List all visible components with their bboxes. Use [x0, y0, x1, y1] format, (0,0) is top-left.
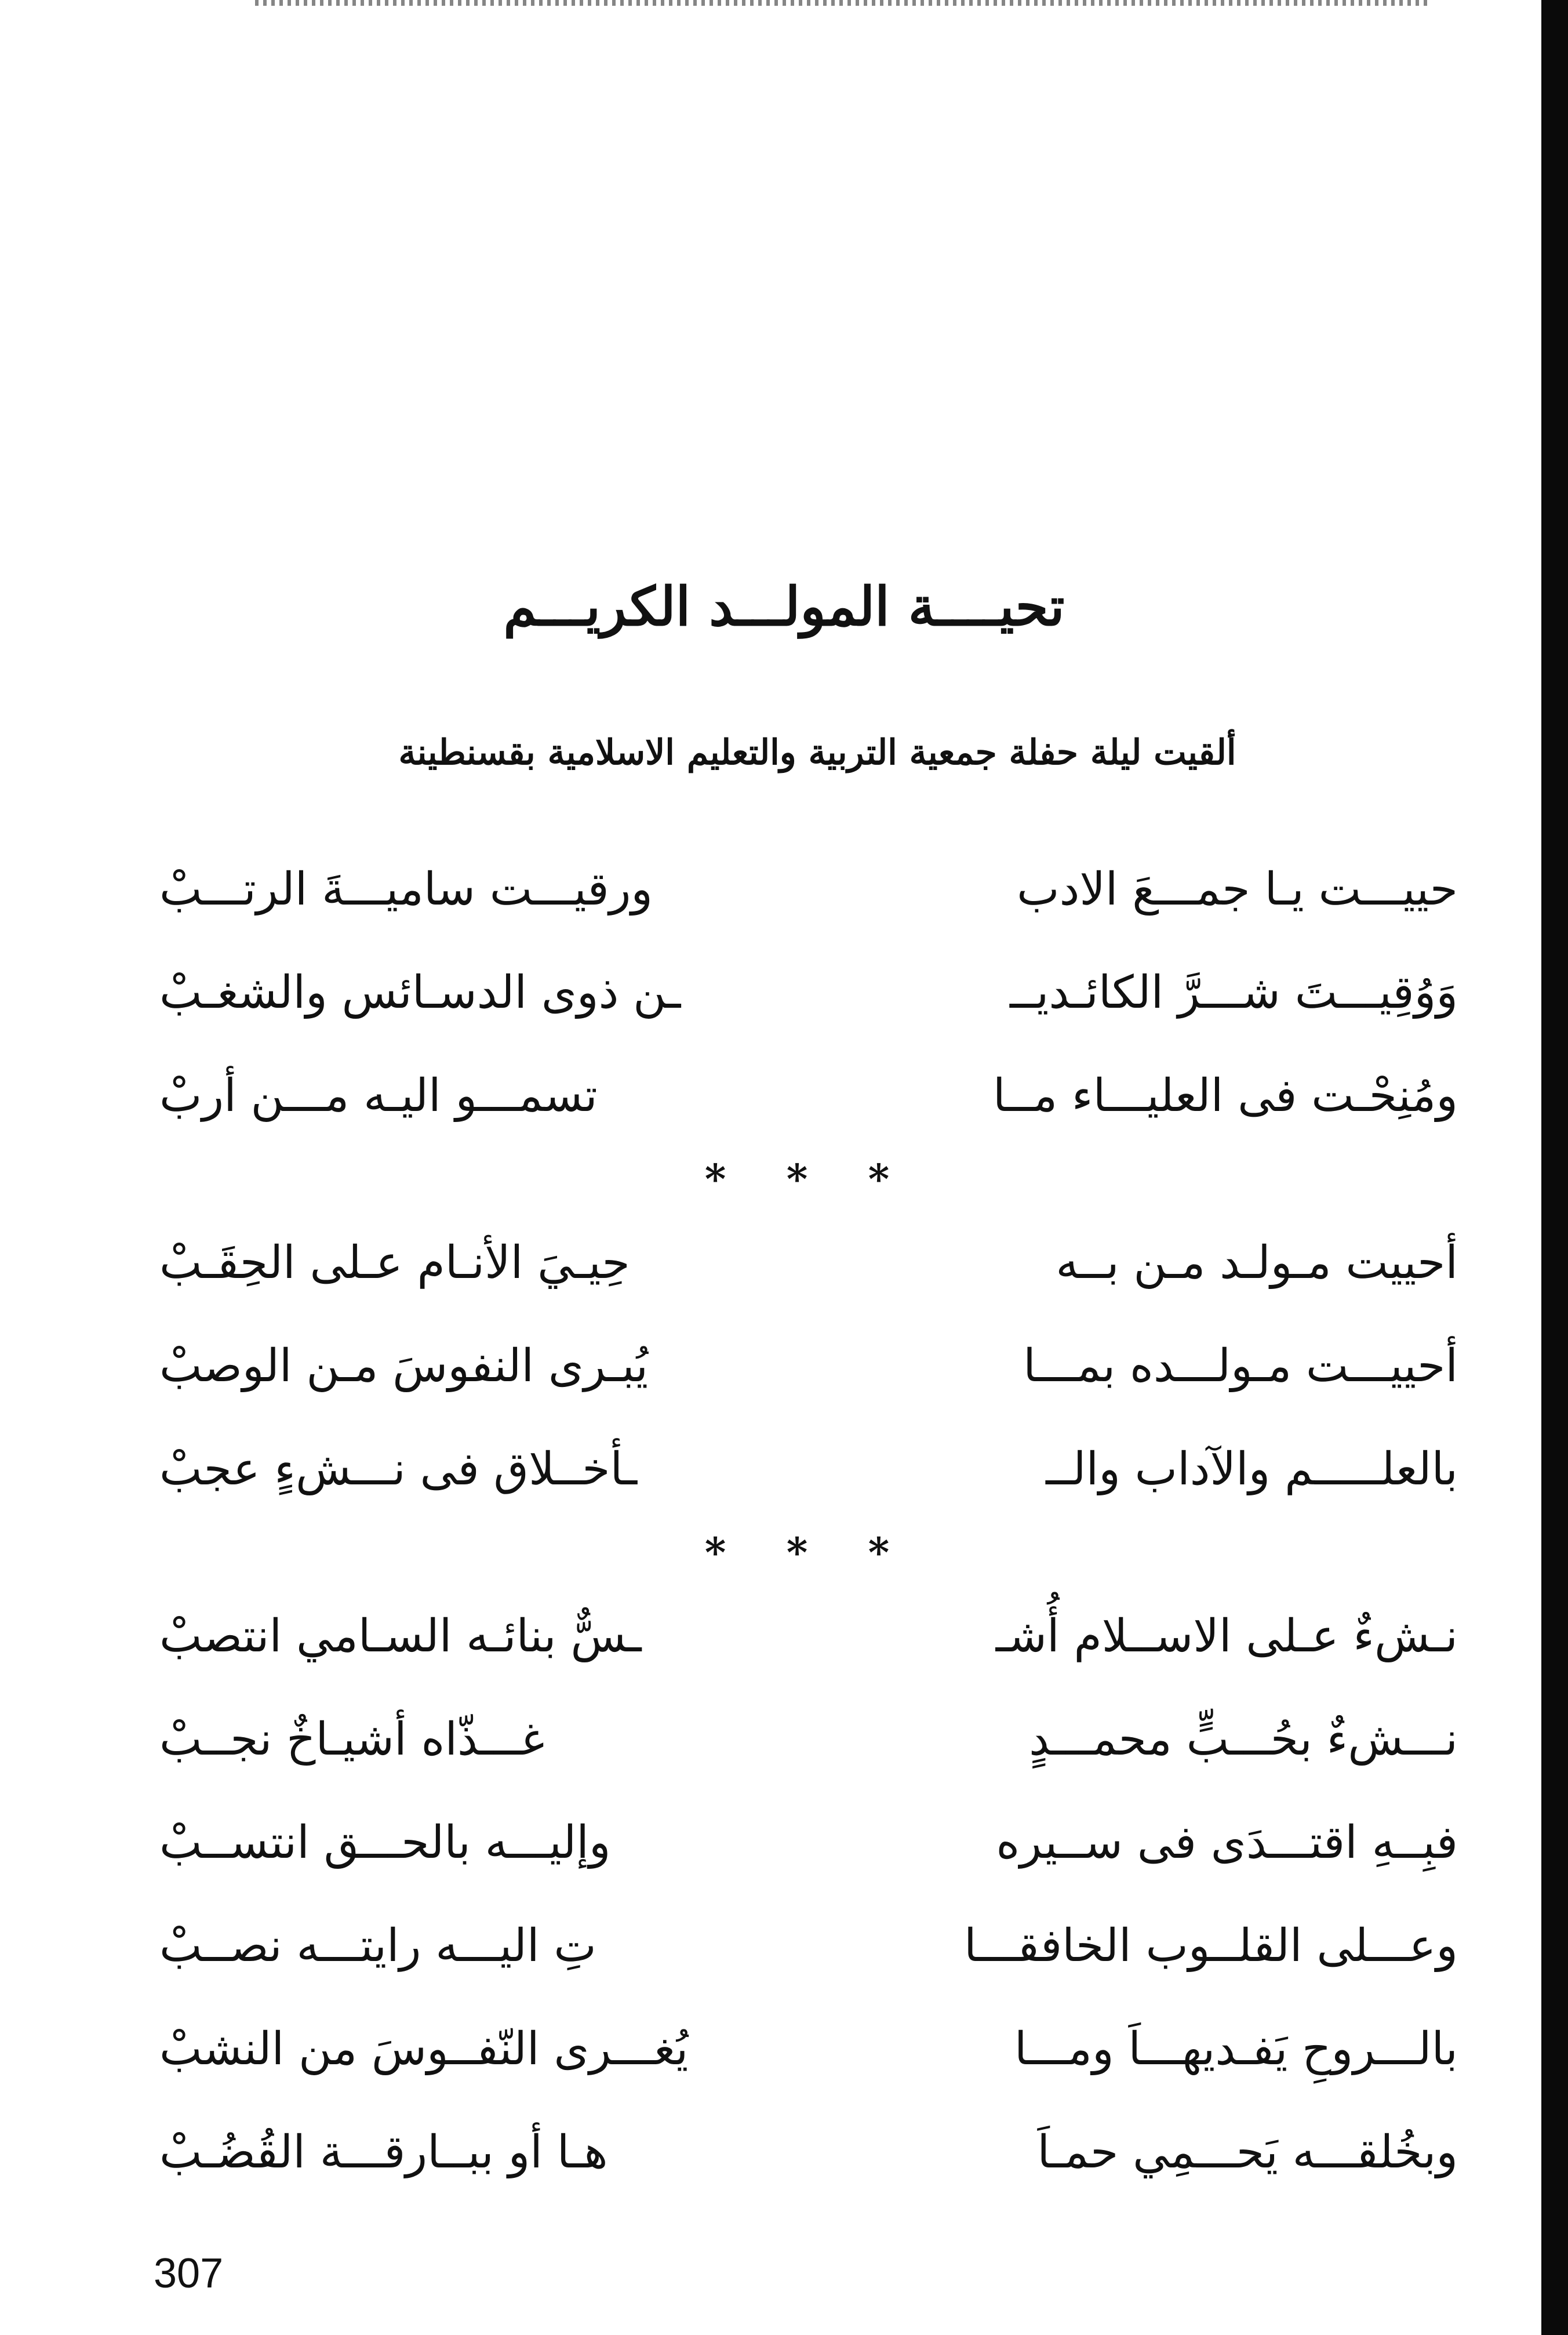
poem [159, 838, 1458, 2204]
verse-left-hemistich: ـسٌّ بنائـه السـامي انتصبْ [159, 1610, 642, 1662]
stanza-separator: * * * [704, 1155, 913, 1203]
stanza-separator: * * * [704, 1528, 913, 1577]
page-subtitle: ألقيت ليلة حفلة جمعية التربية والتعليم الاسلامية بقسنطينة [398, 732, 1236, 773]
verse-right-hemistich: بالعلـــــم والآداب والــ [1046, 1443, 1458, 1495]
verse-left-hemistich: وإليـــه بالحـــق انتســبْ [159, 1817, 611, 1869]
verse-left-hemistich: هـا أو ببــارقـــة القُضُـبْ [159, 2126, 608, 2178]
verse-right-hemistich: وبخُلقـــه يَحـــمِي حمـاَ [1037, 2126, 1458, 2178]
verse-left-hemistich: ـن ذوى الدسـائس والشغـبْ [159, 967, 681, 1019]
verse-right-hemistich: بالـــروحِ يَفـديهـــاَ ومـــا [1014, 2023, 1458, 2075]
verse [159, 941, 1458, 1044]
verse-left-hemistich: يُبـرى النفوسَ مـن الوصبْ [159, 1340, 649, 1392]
verse [159, 2101, 1458, 2204]
verse-left-hemistich: غـــذّاه أشيـاخٌ نجــبْ [159, 1713, 545, 1766]
verse [159, 1894, 1458, 1998]
verse [159, 1585, 1458, 1688]
verse-right-hemistich: ومُنِحْـت فى العليـــاء مــا [992, 1070, 1458, 1122]
verse [159, 1314, 1458, 1418]
verse-right-hemistich: نـــشءٌ بحُـــبٍّ محمـــدٍ [1029, 1713, 1458, 1766]
verse-left-hemistich: تِ اليـــه رايتـــه نصــبْ [159, 1920, 596, 1972]
verse-right-hemistich: أحييـــت مـولـــده بمـــا [1023, 1340, 1458, 1392]
verse [159, 1044, 1458, 1147]
verse-right-hemistich: أحييت مـولـد مـن بــه [1056, 1237, 1458, 1289]
verse [159, 1211, 1458, 1314]
verse-right-hemistich: نـشءٌ عـلى الاســلام أُشـ [995, 1610, 1458, 1662]
page-number: 307 [154, 2250, 224, 2297]
verse-right-hemistich: وَوُقِيـــتَ شـــرَّ الكائـديــ [1009, 967, 1458, 1019]
verse-right-hemistich: فبِــهِ اقتـــدَى فى ســيره [996, 1817, 1458, 1869]
verse [159, 1688, 1458, 1791]
verse [159, 1791, 1458, 1894]
verse [159, 1418, 1458, 1521]
verse-left-hemistich: تسمـــو اليـه مـــن أربْ [159, 1070, 598, 1122]
verse-left-hemistich: ـأخــلاق فى نـــشءٍ عجبْ [159, 1443, 638, 1495]
verse [159, 838, 1458, 941]
page-title: تحيــــة المولـــد الكريـــم [503, 575, 1065, 638]
verse-right-hemistich: حييـــت يـا جمـــعَ الادب [1017, 863, 1458, 916]
verse-left-hemistich: يُغـــرى النّفــوسَ من النشبْ [159, 2023, 689, 2075]
verse-right-hemistich: وعـــلى القلــوب الخافقـــا [964, 1920, 1458, 1972]
verse [159, 1998, 1458, 2101]
verse-left-hemistich: ورقيـــت ساميـــةَ الرتـــبْ [159, 863, 653, 916]
verse-left-hemistich: حِيـيَ الأنـام عـلى الحِقَـبْ [159, 1237, 630, 1289]
